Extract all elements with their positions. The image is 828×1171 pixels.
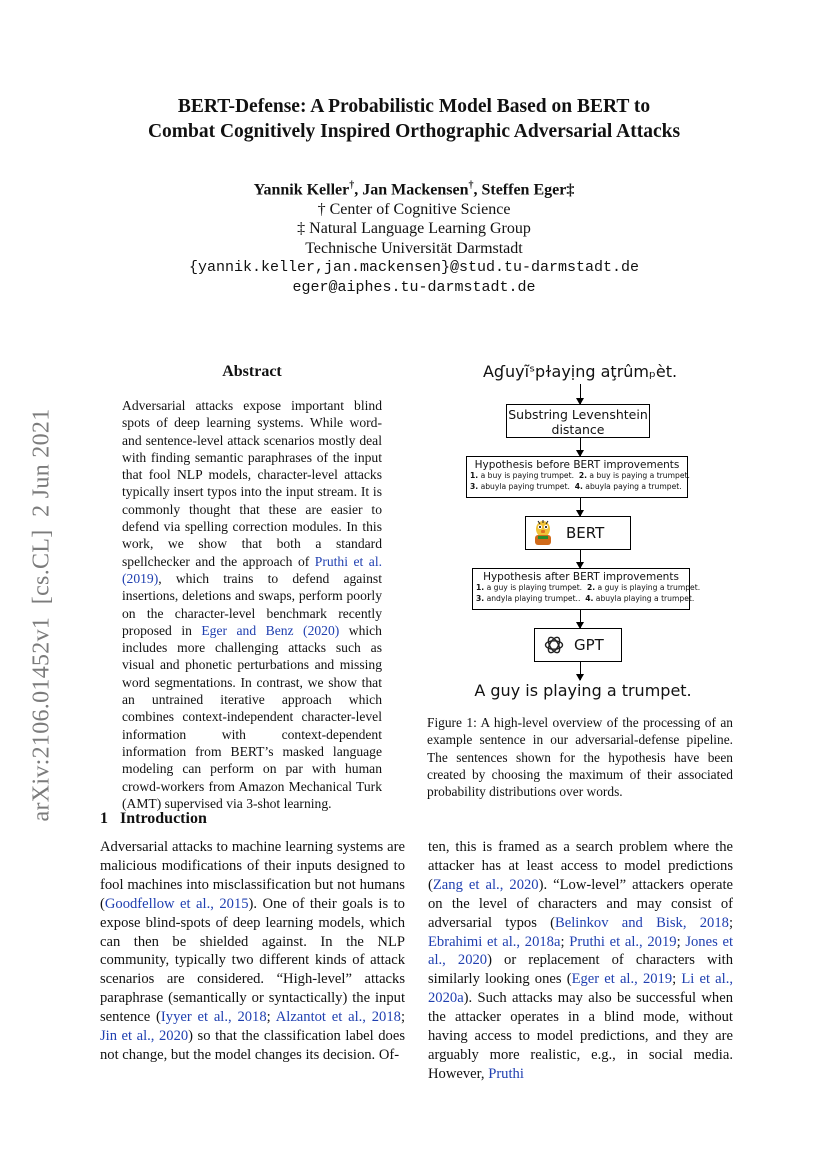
title-line-2: Combat Cognitively Inspired Orthographic Adversarial Attacks (147, 121, 681, 142)
citation-link[interactable]: Belinkov and Bisk, 2018 (555, 914, 729, 931)
abstract-part-2: , which trains to defend against insertions, deletions and swaps, perform poorly on the character-level benchmark recently proposed in (122, 570, 382, 638)
levenshtein-box (506, 404, 650, 438)
author-separator: , (354, 181, 363, 199)
abstract-part-1: Adversarial attacks expose important blind spots of deep learning systems. While word- and sentence-level attack scenarios mostly deal with finding semantic paraphrases of the input that fool NLP models, character-level attacks typically insert typos into the input stream. It is commonly thought that these are easier to defend via spelling correction modules. In this work, we show that both a standard spellchecker and the approach of (122, 398, 382, 569)
intro-text: ten, this is framed as a search problem where the attacker has at least access to model predictions ( (428, 839, 733, 893)
intro-text: ; (672, 971, 682, 988)
hypothesis-before-title: Hypothesis before BERT improvements (474, 459, 680, 471)
bert-box (525, 516, 631, 550)
hypothesis-row (467, 471, 690, 482)
hypothesis-text: abuyla paying trumpet. (478, 481, 570, 491)
hypothesis-row (473, 583, 701, 594)
abstract-heading: Abstract (222, 363, 282, 380)
citation-link[interactable]: Ebrahimi et al., 2018a (428, 933, 561, 950)
citation-link[interactable]: Iyyer et al., 2018 (160, 1009, 267, 1026)
title-line-1: BERT-Defense: A Probabilistic Model Based on BERT to (177, 96, 651, 117)
arrow-down-icon (580, 610, 581, 628)
author-2: Jan Mackensen (362, 181, 469, 199)
levenshtein-box-line-2: distance (551, 422, 605, 437)
citation-link[interactable]: Pruthi et al. (2019) (122, 553, 382, 586)
openai-logo-icon (543, 634, 565, 656)
affiliation-3: Technische Universität Darmstadt (305, 239, 523, 257)
hypothesis-text: a guy is playing trumpet. (484, 583, 583, 592)
arrow-down-icon (580, 438, 581, 456)
citation-link[interactable]: Pruthi et al., 2019 (569, 933, 677, 950)
intro-text: ). “Low-level” attackers operate on the level of characters and may consist of adversarial typos ( (428, 876, 733, 931)
citation-link[interactable]: Goodfellow et al., 2015 (104, 895, 249, 912)
hypothesis-after-box (472, 568, 701, 610)
author-3-mark: ‡ (566, 181, 575, 199)
intro-text: ; (266, 1009, 276, 1026)
intro-text: ; (728, 914, 733, 931)
citation-link[interactable]: Eger and Benz (2020) (201, 622, 340, 638)
intro-text: Adversarial attacks to machine learning systems are malicious modifications of their inputs designed to fool machines into misclassification but not humans ( (100, 839, 405, 912)
citation-link[interactable]: Alzantot et al., 2018 (275, 1009, 401, 1026)
author-2-mark: † (468, 180, 474, 191)
hypothesis-row (467, 482, 687, 493)
email-2: eger@aiphes.tu-darmstadt.de (292, 278, 536, 296)
bert-label: BERT (566, 524, 605, 542)
bert-muppet-icon (532, 520, 554, 546)
arxiv-stamp (28, 380, 56, 850)
hypothesis-before-box (466, 456, 688, 498)
arrow-down-icon (580, 550, 581, 568)
introduction-column-2 (428, 838, 733, 1084)
citation-link[interactable]: Zang et al., 2020 (432, 876, 539, 893)
hypothesis-number: 2. (586, 583, 596, 592)
hypothesis-text: a buy is paying trumpet. (478, 471, 574, 480)
intro-text: ) or replacement of characters with similarly looking ones ( (428, 952, 733, 988)
citation-link[interactable]: Jin et al., 2020 (100, 1028, 189, 1045)
intro-text: ; (560, 933, 570, 950)
affiliation-2: ‡ Natural Language Learning Group (297, 220, 531, 238)
abstract-text (122, 397, 382, 812)
hypothesis-text: abuyla paying a trumpet. (582, 481, 682, 491)
author-1-mark: † (349, 180, 355, 191)
figure-output-sentence: A guy is playing a trumpet. (474, 681, 692, 700)
hypothesis-after-title: Hypothesis after BERT improvements (483, 571, 679, 583)
author-names (0, 176, 828, 200)
gpt-label: GPT (574, 636, 604, 654)
levenshtein-box-line-1: Substring Levenshtein (508, 407, 648, 422)
hypothesis-number: 2. (578, 471, 587, 480)
author-separator: , (473, 181, 482, 199)
hypothesis-text: andyla playing trumpet.. (484, 593, 581, 603)
author-block (0, 176, 828, 297)
hypothesis-text: abuyla playing a trumpet. (593, 593, 695, 603)
hypothesis-number: 3. (476, 593, 485, 603)
email-1: {yannik.keller,jan.mackensen}@stud.tu-darmstadt.de (188, 259, 640, 277)
figure-caption: Figure 1: A high-level overview of the processing of an example sentence in our adversarial-defense pipeline. The sentences shown for the hypothesis have been created by choosing the maximum of their associated probability distributions over words. (427, 715, 733, 800)
hypothesis-number: 3. (470, 481, 479, 491)
hypothesis-number: 1. (476, 583, 485, 592)
introduction-column-1 (100, 838, 405, 1065)
author-1: Yannik Keller (253, 181, 350, 199)
intro-text: ; (676, 933, 686, 950)
hypothesis-number: 1. (470, 471, 479, 480)
author-3: Steffen Eger (481, 181, 567, 199)
intro-text: ) so that the classification label does not change, but the model changes its decision. Of- (100, 1028, 405, 1063)
paper-title (0, 94, 828, 144)
hypothesis-number: 4. (585, 593, 594, 603)
hypothesis-text: a buy is paying a trumpet. (587, 471, 690, 480)
arrow-down-icon (580, 662, 581, 680)
arrow-down-icon (580, 384, 581, 404)
hypothesis-text: a guy is playing a trumpet. (595, 583, 701, 592)
citation-link[interactable]: Li et al., 2020a (428, 971, 734, 1007)
citation-link[interactable]: Jones et al., 2020 (428, 933, 733, 969)
citation-link[interactable]: Pruthi (488, 1065, 524, 1082)
gpt-box (534, 628, 622, 662)
section-heading-introduction: 1 Introduction (100, 810, 207, 827)
arxiv-stamp-text: arXiv:2106.01452v1 [cs.CL] 2 Jun 2021 (28, 408, 55, 822)
hypothesis-number: 4. (574, 481, 583, 491)
intro-text: ). One of their goals is to expose blind-spots of deep learning models, which can then be shielded against. In the NLP community, typically two different kinds of attack scenarios are considered. “High-level” attacks paraphrase (semantically or syntactically) the input sentence ( (100, 895, 405, 1026)
hypothesis-row (473, 593, 695, 605)
arrow-down-icon (580, 498, 581, 516)
citation-link[interactable]: Eger et al., 2019 (571, 971, 673, 988)
affiliation-1: † Center of Cognitive Science (317, 200, 511, 218)
intro-text: ; (400, 1009, 405, 1026)
figure-input-sentence: Aɠuyĩˢpɫayịng aţrûmₚèt. (482, 362, 678, 381)
intro-text: ). Such attacks may also be successful when the attacker operates in a blind mode, without having access to model predictions, and they are arguably more realistic, e.g., in social media. However, (428, 990, 733, 1082)
abstract-part-3: which includes more challenging attacks such as visual and phonetic perturbations and missing word segmentations. In contrast, we show that an untrained iterative approach which combines context-independent character-level information with context-dependent information from BERT’s masked language modeling can perform on par with human crowd-workers from Amazon Mechanical Turk (AMT) supervised via 3-shot learning. (122, 622, 382, 811)
